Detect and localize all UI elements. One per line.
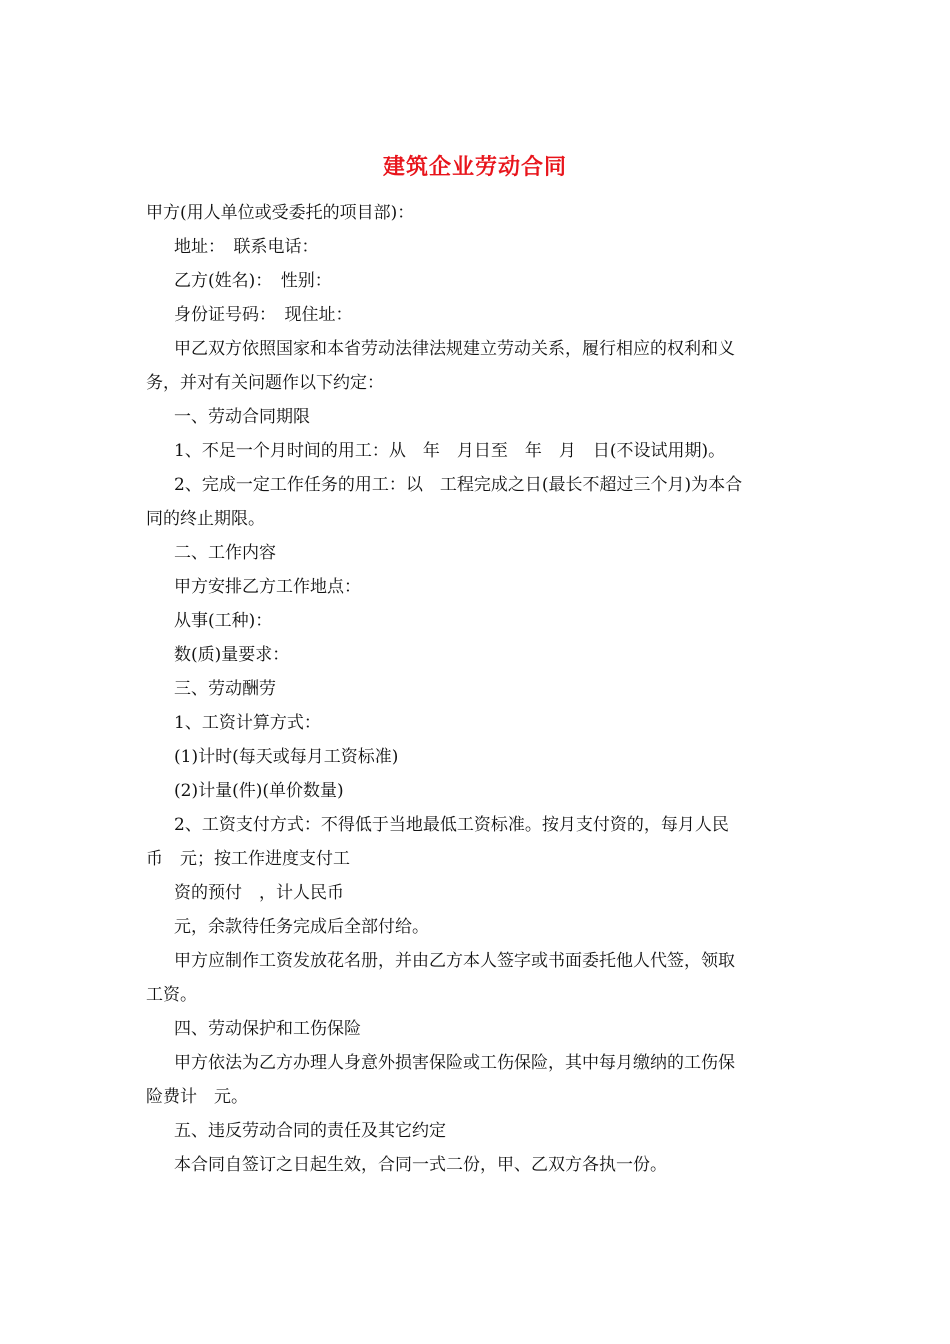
document-title: 建筑企业劳动合同 — [382, 154, 567, 180]
paragraph-line: 险费计 元。 — [146, 1087, 248, 1107]
paragraph-line: 本合同自签订之日起生效，合同一式二份，甲、乙双方各执一份。 — [174, 1155, 667, 1175]
paragraph-line: 甲乙双方依照国家和本省劳动法律法规建立劳动关系，履行相应的权利和义 — [174, 339, 735, 359]
paragraph-line: 元，余款待任务完成后全部付给。 — [174, 917, 429, 937]
paragraph-line: 四、劳动保护和工伤保险 — [174, 1019, 361, 1039]
paragraph-line: 身份证号码： 现住址： — [174, 305, 353, 325]
paragraph-line: 甲方应制作工资发放花名册，并由乙方本人签字或书面委托他人代签，领取 — [174, 951, 735, 971]
paragraph-line: 2、工资支付方式：不得低于当地最低工资标准。按月支付资的，每月人民 — [174, 815, 729, 835]
paragraph-line: 1、不足一个月时间的用工：从 年 月日至 年 月 日(不设试用期)。 — [174, 441, 726, 461]
paragraph-line: 地址： 联系电话： — [174, 237, 319, 257]
paragraph-line: 一、劳动合同期限 — [174, 407, 310, 427]
paragraph-line: 同的终止期限。 — [146, 509, 265, 529]
paragraph-line: 甲方安排乙方工作地点： — [174, 577, 361, 597]
paragraph-line: (1)计时(每天或每月工资标准) — [174, 747, 399, 767]
paragraph-line: 2、完成一定工作任务的用工：以 工程完成之日(最长不超过三个月)为本合 — [174, 475, 743, 495]
document-body — [146, 196, 806, 1182]
paragraph-line: 二、工作内容 — [174, 543, 276, 563]
paragraph-line: 1、工资计算方式： — [174, 713, 321, 733]
paragraph-line: 三、劳动酬劳 — [174, 679, 276, 699]
paragraph-line: 五、违反劳动合同的责任及其它约定 — [174, 1121, 446, 1141]
paragraph-line: 币 元；按工作进度支付工 — [146, 849, 350, 869]
paragraph-line: 甲方(用人单位或受委托的项目部)： — [146, 203, 415, 223]
paragraph-line: 数(质)量要求： — [174, 645, 290, 665]
paragraph-line: (2)计量(件)(单价数量) — [174, 781, 344, 801]
paragraph-line: 资的预付 ，计人民币 — [174, 883, 344, 903]
paragraph-line: 工资。 — [146, 985, 197, 1005]
paragraph-line: 甲方依法为乙方办理人身意外损害保险或工伤保险，其中每月缴纳的工伤保 — [174, 1053, 735, 1073]
paragraph-line: 从事(工种)： — [174, 611, 273, 631]
paragraph-line: 乙方(姓名)： 性别： — [174, 271, 332, 291]
paragraph-line: 务，并对有关问题作以下约定： — [146, 373, 384, 393]
